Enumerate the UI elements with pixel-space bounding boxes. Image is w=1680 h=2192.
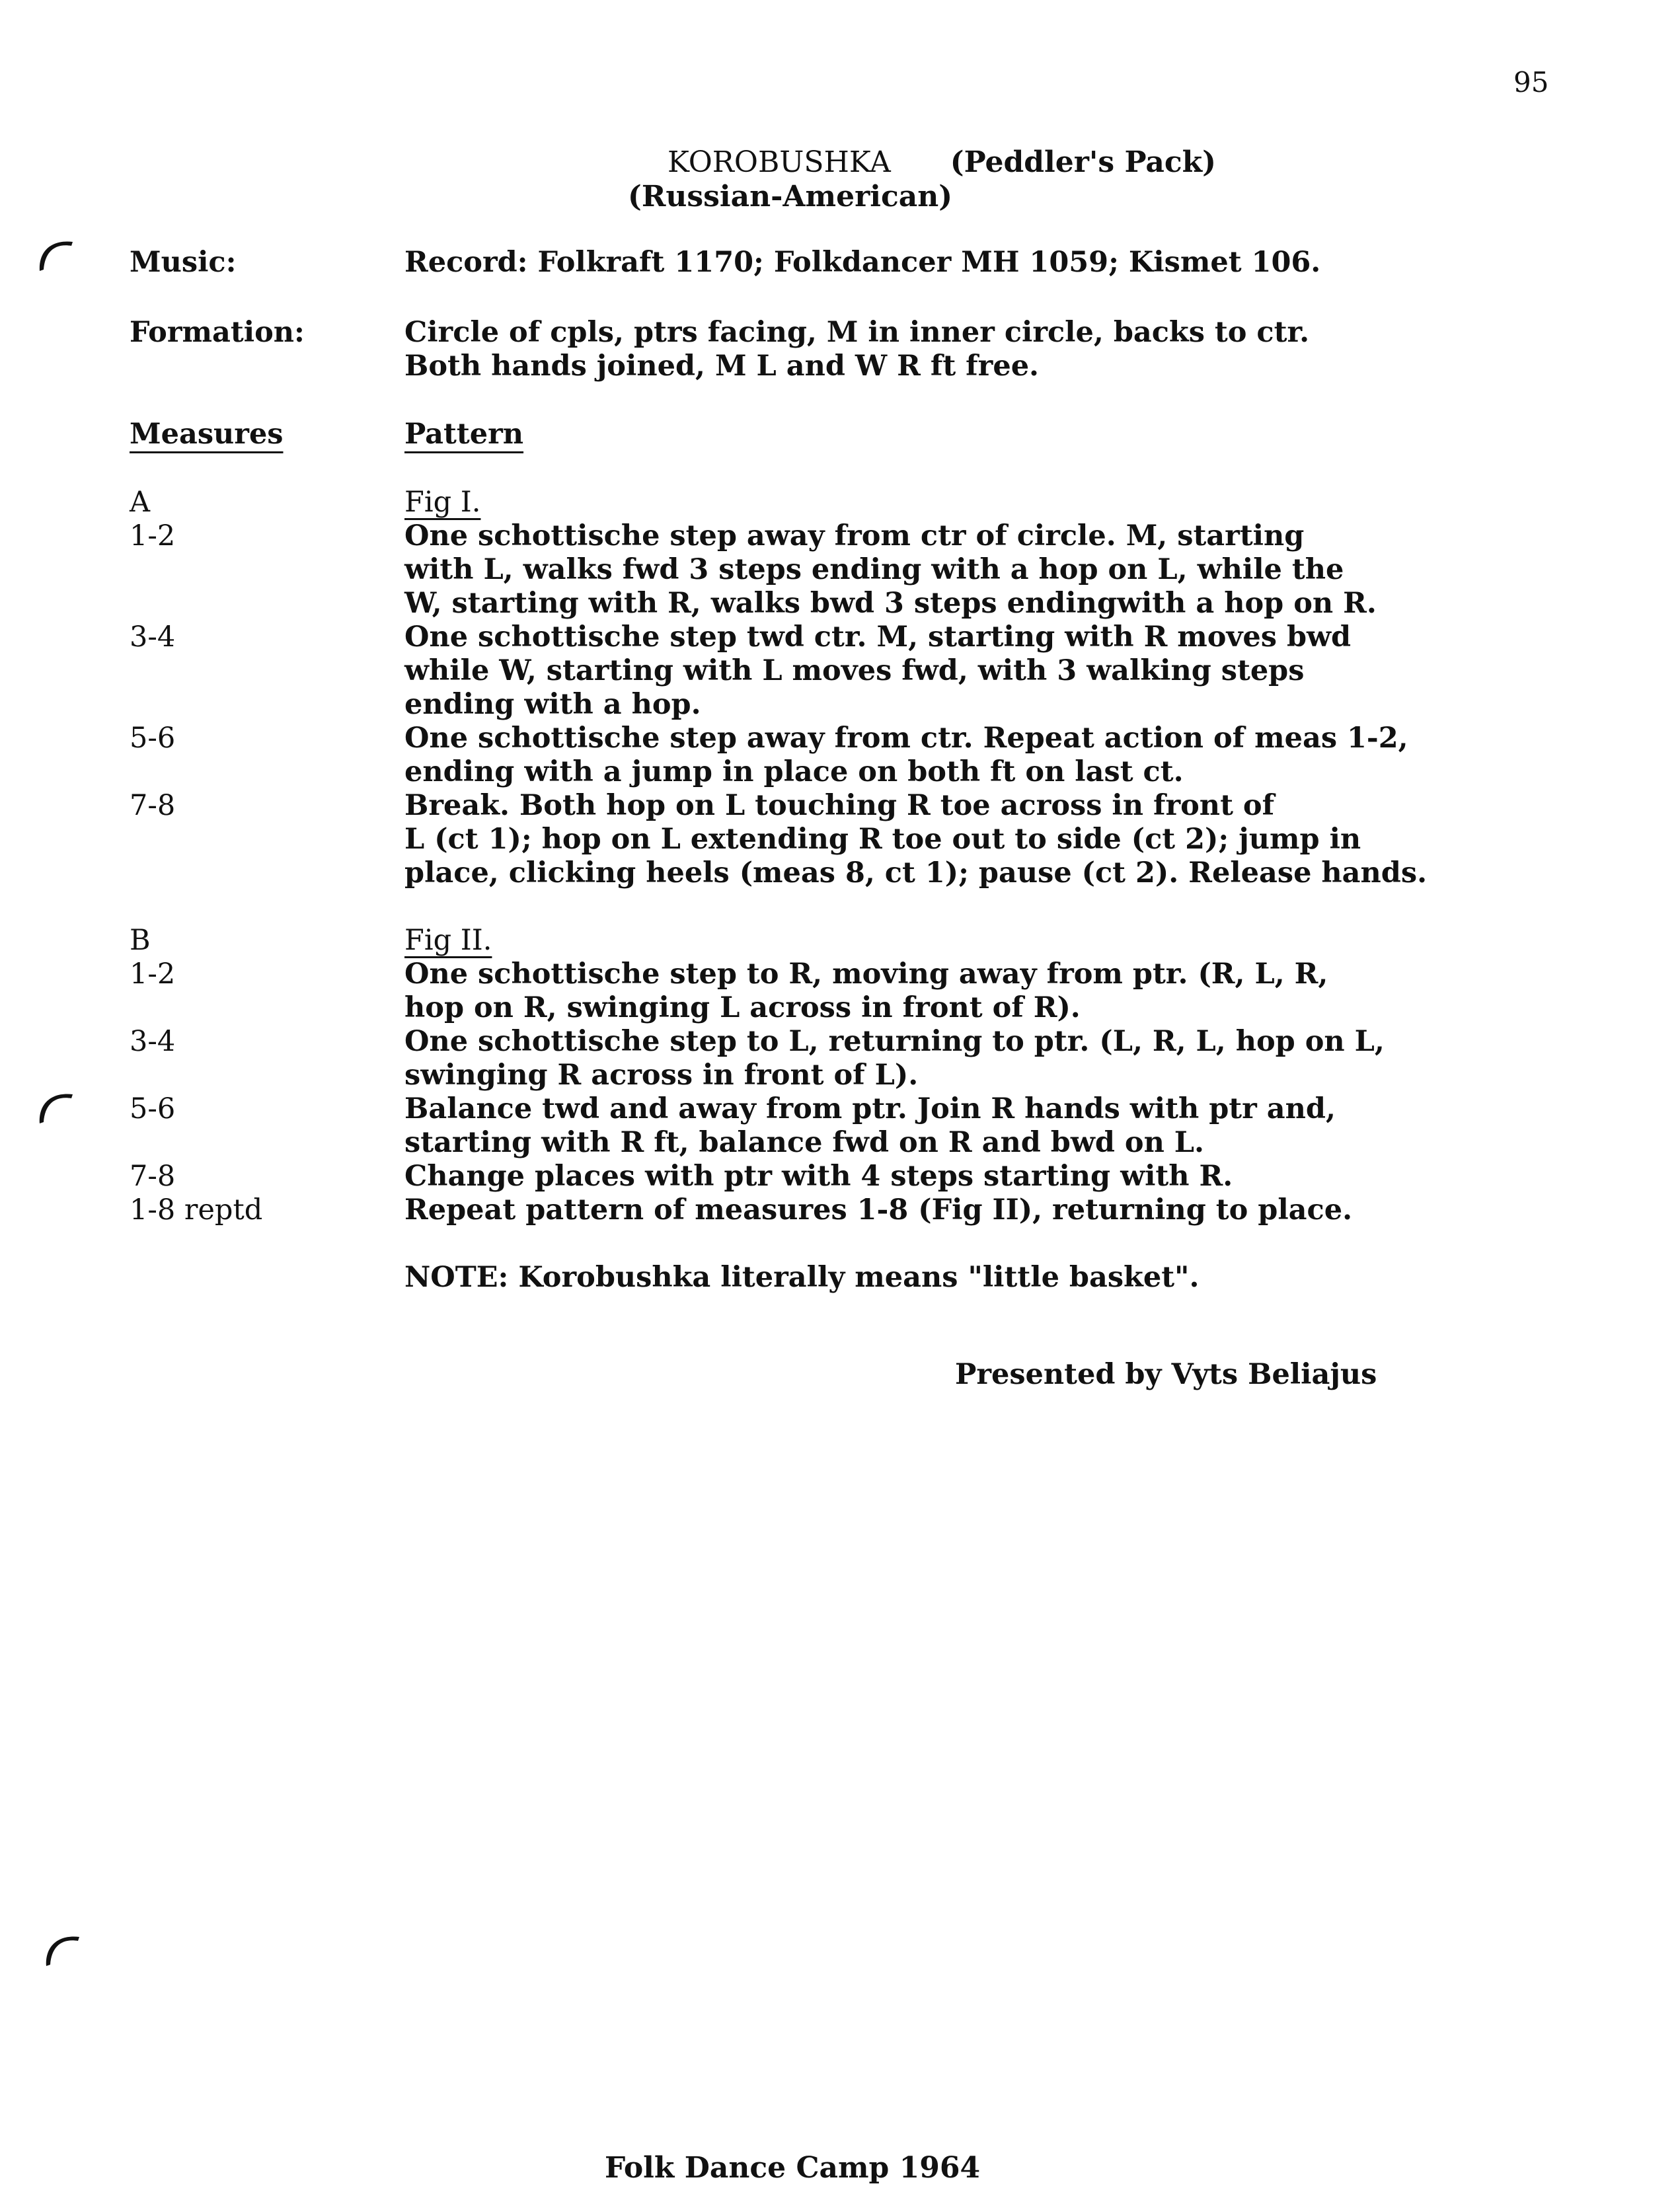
measure-number: 3-4 — [130, 1025, 176, 1058]
pattern-line: while W, starting with L moves fwd, with 3 walking steps — [404, 654, 1305, 687]
note: NOTE: Korobushka literally means "little basket". — [404, 1261, 1200, 1294]
presenter-credit: Presented by Vyts Beliajus — [955, 1358, 1377, 1391]
pattern-line: One schottische step to L, returning to ptr. (L, R, L, hop on L, — [404, 1025, 1385, 1058]
pattern-line: starting with R ft, balance fwd on R and bwd on L. — [404, 1126, 1205, 1159]
pattern-line: Change places with ptr with 4 steps starting with R. — [404, 1160, 1233, 1193]
part-b-label: B — [130, 924, 151, 957]
page-number: 95 — [1513, 66, 1549, 98]
pattern-line: with L, walks fwd 3 steps ending with a hop on L, while the — [404, 553, 1344, 586]
pattern-line: W, starting with R, walks bwd 3 steps endingwith a hop on R. — [404, 587, 1377, 620]
music-label: Music: — [130, 246, 237, 279]
measure-number: 1-2 — [130, 958, 176, 991]
formation-line: Circle of cpls, ptrs facing, M in inner circle, backs to ctr. — [404, 316, 1310, 349]
dance-title — [668, 145, 1216, 179]
measure-number: 5-6 — [130, 722, 176, 755]
dance-origin: (Russian-American) — [628, 180, 953, 213]
pattern-line: One schottische step away from ctr. Repeat action of meas 1-2, — [404, 722, 1408, 755]
pattern-line: ending with a hop. — [404, 688, 701, 721]
pattern-line: ending with a jump in place on both ft on last ct. — [404, 755, 1184, 788]
punch-hole-mark — [32, 231, 78, 278]
formation-label: Formation: — [130, 316, 305, 349]
part-a-label: A — [130, 486, 151, 519]
punch-hole-mark — [32, 1084, 78, 1130]
measures-header: Measures — [130, 418, 284, 451]
pattern-line: Balance twd and away from ptr. Join R hands with ptr and, — [404, 1092, 1336, 1125]
pattern-line: One schottische step to R, moving away from ptr. (R, L, R, — [404, 958, 1328, 991]
pattern-line: One schottische step twd ctr. M, starting with R moves bwd — [404, 621, 1352, 654]
fig-1-heading: Fig I. — [404, 486, 481, 519]
fig-2-heading: Fig II. — [404, 924, 492, 957]
measure-number: 1-2 — [130, 519, 176, 552]
measure-number: 7-8 — [130, 789, 176, 822]
pattern-line: One schottische step away from ctr of circle. M, starting — [404, 519, 1305, 552]
footer: Folk Dance Camp 1964 — [605, 2151, 981, 2185]
measure-number: 7-8 — [130, 1160, 176, 1193]
measure-number: 1-8 reptd — [130, 1193, 263, 1227]
pattern-line: L (ct 1); hop on L extending R toe out to side (ct 2); jump in — [404, 823, 1361, 856]
pattern-line: Repeat pattern of measures 1-8 (Fig II), returning to place. — [404, 1193, 1353, 1227]
pattern-line: hop on R, swinging L across in front of R). — [404, 991, 1081, 1024]
punch-hole-mark — [38, 1926, 85, 1973]
formation-line: Both hands joined, M L and W R ft free. — [404, 350, 1040, 383]
measure-number: 3-4 — [130, 621, 176, 654]
title-alt: (Peddler's Pack) — [950, 145, 1216, 179]
pattern-header: Pattern — [404, 418, 524, 451]
music-value: Record: Folkraft 1170; Folkdancer MH 1059; Kismet 106. — [404, 246, 1321, 279]
pattern-line: Break. Both hop on L touching R toe across in front of — [404, 789, 1275, 822]
pattern-line: swinging R across in front of L). — [404, 1059, 919, 1092]
title-main: KOROBUSHKA — [668, 145, 891, 179]
pattern-line: place, clicking heels (meas 8, ct 1); pause (ct 2). Release hands. — [404, 856, 1428, 889]
measure-number: 5-6 — [130, 1092, 176, 1125]
